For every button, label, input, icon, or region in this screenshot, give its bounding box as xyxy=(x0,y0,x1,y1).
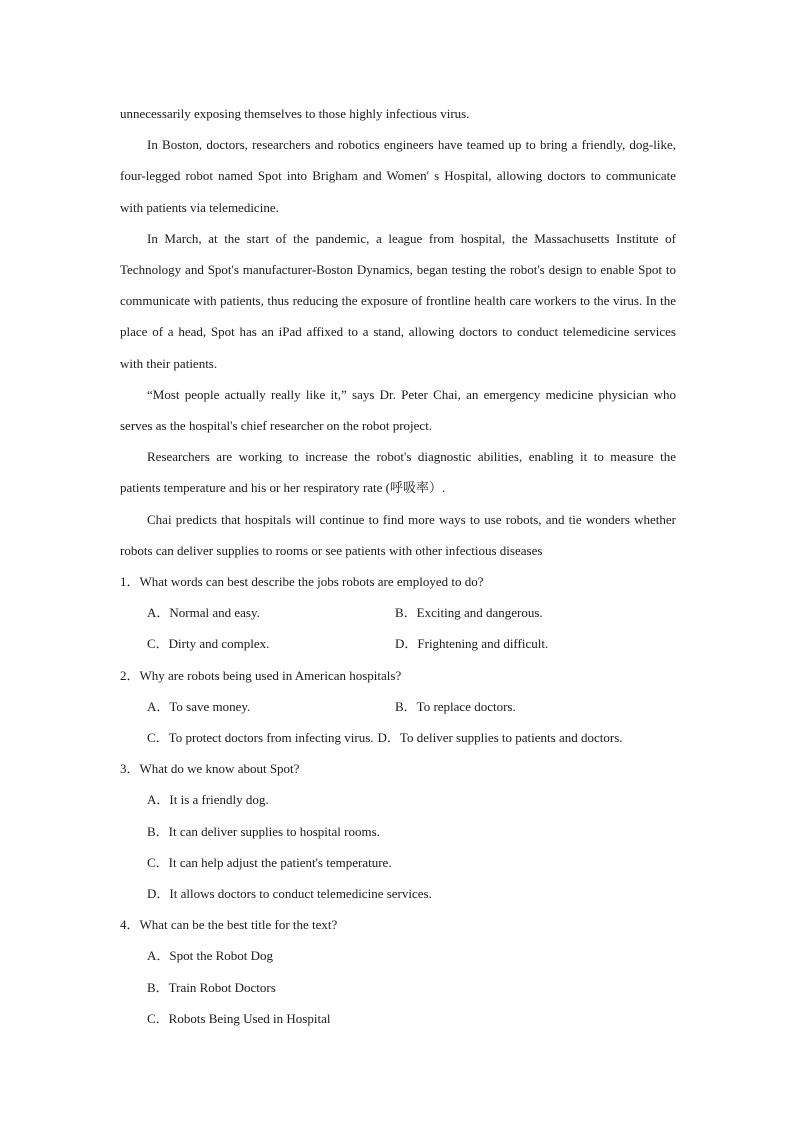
passage-paragraph: Chai predicts that hospitals will continue to find more ways to use robots, and tie wonders whether robots can deliver supplies to rooms or see patients with other infectious diseases xyxy=(120,511,676,558)
option-row xyxy=(120,722,676,753)
question-stem: 2．Why are robots being used in American hospitals? xyxy=(120,667,402,683)
option-b[interactable]: B．It can deliver supplies to hospital rooms. xyxy=(147,823,380,839)
question-1 xyxy=(120,566,676,660)
question-4 xyxy=(120,909,676,1034)
option-c[interactable]: C．Robots Being Used in Hospital xyxy=(147,1010,331,1026)
option-c[interactable]: C．Dirty and complex. xyxy=(147,636,270,652)
question-2 xyxy=(120,660,676,754)
question-stem: 4．What can be the best title for the text? xyxy=(120,917,338,933)
option-b[interactable]: B．To replace doctors. xyxy=(395,698,516,714)
question-stem: 1．What words can best describe the jobs robots are employed to do? xyxy=(120,574,484,590)
passage-paragraph: “Most people actually really like it,” says Dr. Peter Chai, an emergency medicine physician who serves as the hospital's chief researcher on the robot project. xyxy=(120,386,676,434)
option-a[interactable]: A．Spot the Robot Dog xyxy=(147,948,274,964)
option-row xyxy=(120,597,676,628)
option-d[interactable]: D．Frightening and difficult. xyxy=(395,636,549,652)
question-stem: 3．What do we know about Spot? xyxy=(120,761,300,777)
option-a[interactable]: A．Normal and easy. xyxy=(147,605,260,621)
passage-paragraph: unnecessarily exposing themselves to those highly infectious virus. xyxy=(120,106,470,121)
passage-paragraph: Researchers are working to increase the robot's diagnostic abilities, enabling it to measure the patients temperature and his or her respiratory rate (呼吸率）. xyxy=(120,449,676,496)
option-b[interactable]: B．Exciting and dangerous. xyxy=(395,605,543,621)
option-b[interactable]: B．Train Robot Doctors xyxy=(147,979,276,995)
option-a[interactable]: A．It is a friendly dog. xyxy=(147,792,269,808)
option-c[interactable]: C．To protect doctors from infecting virus. xyxy=(147,730,374,746)
option-a[interactable]: A．To save money. xyxy=(147,698,251,714)
document-body xyxy=(120,98,676,1034)
passage-paragraph: In Boston, doctors, researchers and robotics engineers have teamed up to bring a friendly, dog-like, four-legged robot named Spot into Brigham and Women' s Hospital, allowing doctors to communicate with patients via telemedicine. xyxy=(120,137,676,215)
option-row xyxy=(120,691,676,722)
passage-paragraph: In March, at the start of the pandemic, a league from hospital, the Massachusetts Institute of Technology and Spot's manufacturer-Boston Dynamics, began testing the robot's design to enable Spot to communicate with patients, thus reducing the exposure of frontline health care workers to the virus. In the place of a head, Spot has an iPad affixed to a stand, allowing doctors to conduct telemedicine services with their patients. xyxy=(120,230,676,371)
option-c[interactable]: C．It can help adjust the patient's temperature. xyxy=(147,854,392,870)
option-d[interactable]: D．To deliver supplies to patients and doctors. xyxy=(377,730,623,746)
question-3 xyxy=(120,753,676,909)
option-d[interactable]: D．It allows doctors to conduct telemedicine services. xyxy=(147,886,432,902)
option-row xyxy=(120,628,676,659)
